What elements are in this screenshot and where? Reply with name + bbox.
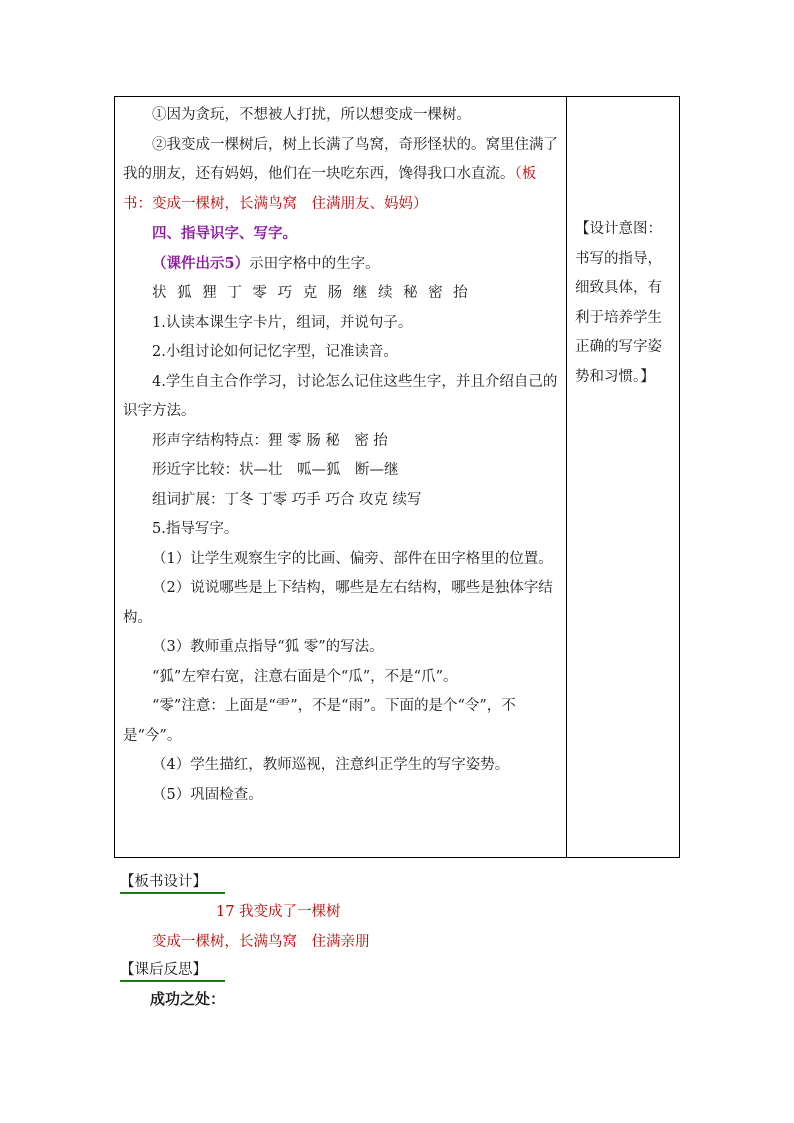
teaching-process-column [123,101,559,810]
step-4: 4.学生自主合作学习，讨论怎么记住这些生字，并且介绍自己的识字方法。 [123,373,558,419]
success-heading: 成功之处： [150,990,226,1008]
board-note: （板书：变成一棵树，长满鸟窝 住满朋友、妈妈） [123,166,537,212]
similar-characters: 形近字比较：状—壮 呱—狐 断—继 [152,462,399,478]
substep-2: （2）说说哪些是上下结构，哪些是左右结构，哪些是独体字结构。 [123,580,553,626]
substep-4: （4）学生描红，教师巡视，注意纠正学生的写字姿势。 [152,757,510,773]
lesson-table [114,96,680,858]
board-line: 变成一棵树，长满鸟窝 住满亲朋 [152,934,370,950]
paragraph-tree [123,131,559,220]
column-divider [566,97,567,857]
ling-note: “零”注意：上面是“⻗”，不是“雨”。下面的是个“令”，不是“今”。 [123,698,516,744]
fox-note: “狐”左窄右宽，注意右面是个“瓜”，不是“爪”。 [152,668,458,685]
word-extension: 组词扩展：丁冬 丁零 巧手 巧合 攻克 续写 [152,491,422,508]
new-characters: 状 狐 狸 丁 零 巧 克 肠 继 续 秘 密 抬 [152,285,469,301]
substep-3: （3）教师重点指导“狐 零”的写法。 [152,639,384,655]
paragraph-tree-text: ②我变成一棵树后，树上长满了鸟窝，奇形怪状的。窝里住满了我的朋友，还有妈妈，他们在一块吃东西，馋得我口水直流。 [123,136,558,182]
courseware-label: （课件出示5） [152,254,250,272]
section-heading-4: 四、指导识字、写字。 [152,225,297,242]
design-intent-note: 【设计意图：书写的指导，细致具体，有利于培养学生正确的写字姿势和习惯。】 [575,221,662,385]
reflection-label: 【课后反思】 [120,958,225,982]
substep-1: （1）让学生观察生字的比画、偏旁、部件在田字格里的位置。 [152,550,553,567]
substep-5: （5）巩固检查。 [152,786,263,803]
paragraph-reason: ①因为贪玩，不想被人打扰，所以想变成一棵树。 [152,107,471,123]
step-1: 1.认读本课生字卡片，组词，并说句子。 [152,314,413,331]
board-title: 17 我变成了一棵树 [216,904,341,920]
design-intent-column [575,215,675,392]
courseware-text: 示田字格中的生字。 [249,255,380,272]
phonetic-structure: 形声字结构特点：狸 零 肠 秘 密 抬 [152,432,388,449]
step-5: 5.指导写字。 [152,521,239,537]
board-design-label: 【板书设计】 [120,870,225,894]
step-2: 2.小组讨论如何记忆字型，记准读音。 [152,344,398,360]
courseware-line [123,249,559,280]
